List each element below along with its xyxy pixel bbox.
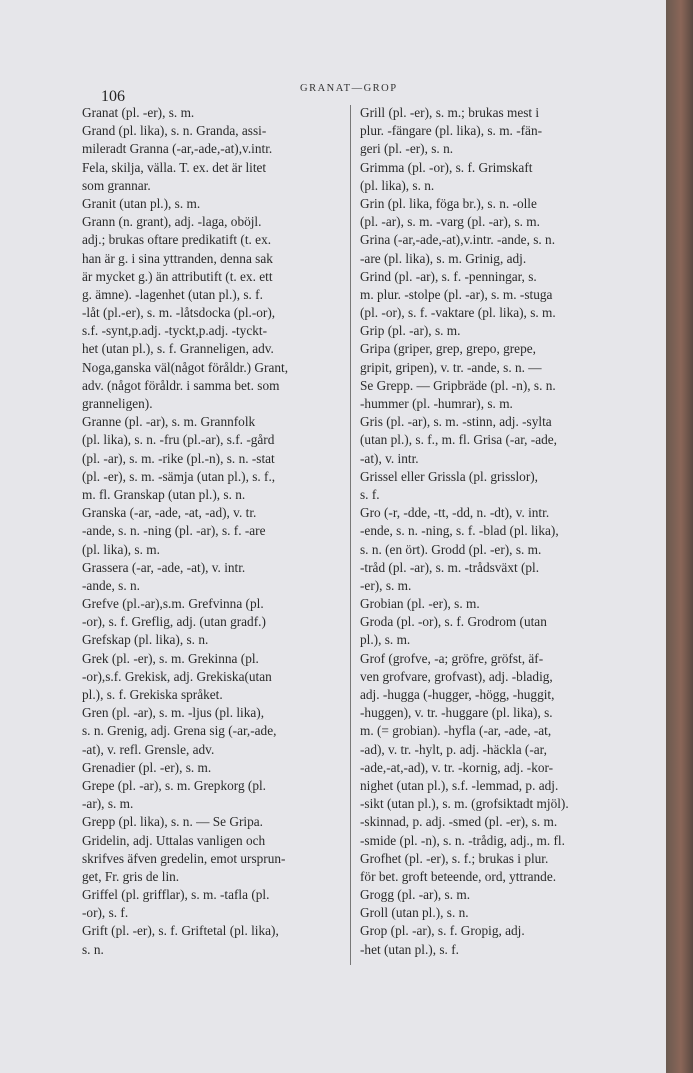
entry-line: s. n. Grenig, adj. Grena sig (-ar,-ade,	[82, 723, 277, 739]
entry-line: är mycket g.) än attributift (t. ex. ett	[82, 268, 273, 284]
entry-line: Grefskap (pl. lika), s. n.	[82, 632, 209, 648]
entry-line: granneligen).	[82, 396, 153, 411]
entry-line: för bet. groft beteende, ord, yttrande.	[360, 868, 557, 884]
entry-line: pl.), s. m.	[360, 632, 411, 648]
entry-line: (pl. lika), s. n. -fru (pl.-ar), s.f. -gård	[82, 432, 275, 448]
entry-line: Granne (pl. -ar), s. m. Grannfolk	[82, 414, 256, 430]
entry-line: som grannar.	[82, 177, 151, 193]
entry-line: -sikt (utan pl.), s. m. (grofsiktadt mjöl).	[360, 796, 569, 812]
entry-line: Gris (pl. -ar), s. m. -stinn, adj. -sylta	[360, 414, 552, 430]
entry-line: Grof (grofve, -a; gröfre, gröfst, äf-	[360, 650, 544, 666]
entry-line: adj.; brukas oftare predikatift (t. ex.	[82, 232, 272, 248]
entry-line: geri (pl. -er), s. n.	[360, 141, 454, 157]
entry-line: ven grofvare, grofvast), adj. -bladig,	[360, 668, 553, 684]
book-edge	[666, 0, 693, 1073]
entry-line: Granat (pl. -er), s. m.	[82, 105, 195, 120]
entry-line: (pl. -ar), s. m. -varg (pl. -ar), s. m.	[360, 214, 540, 230]
entry-line: -ande, s. n.	[82, 577, 140, 593]
entry-line: -ende, s. n. -ning, s. f. -blad (pl. lika),	[360, 523, 559, 539]
entry-line: (pl. lika), s. m.	[82, 541, 160, 557]
entry-line: -het (utan pl.), s. f.	[360, 941, 459, 957]
entry-line: mileradt Granna (-ar,-ade,-at),v.intr.	[82, 141, 273, 157]
entry-line: Groda (pl. -or), s. f. Grodrom (utan	[360, 614, 547, 630]
entry-line: Gripa (griper, grep, grepo, grepe,	[360, 341, 536, 357]
entry-line: Gren (pl. -ar), s. m. -ljus (pl. lika),	[82, 705, 265, 721]
entry-line: Grind (pl. -ar), s. f. -penningar, s.	[360, 268, 537, 284]
entry-line: -or),s.f. Grekisk, adj. Grekiska(utan	[82, 668, 272, 684]
entry-line: s. n. (en ört). Grodd (pl. -er), s. m.	[360, 541, 542, 557]
entry-line: han är g. i sina yttranden, denna sak	[82, 250, 273, 266]
entry-line: -skinnad, p. adj. -smed (pl. -er), s. m.	[360, 814, 558, 830]
entry-line: get, Fr. gris de lin.	[82, 868, 180, 884]
entry-line: (pl. -ar), s. m. -rike (pl.-n), s. n. -stat	[82, 450, 275, 466]
entry-line: adv. (något föråldr. i samma bet. som	[82, 377, 280, 393]
entry-line: (pl. lika), s. n.	[360, 177, 435, 193]
entry-line: Grimma (pl. -or), s. f. Grimskaft	[360, 159, 533, 175]
entry-line: (pl. -er), s. m. -sämja (utan pl.), s. f.,	[82, 468, 276, 484]
entry-line: Se Grepp. — Gripbräde (pl. -n), s. n.	[360, 377, 556, 393]
page-number: 106	[101, 88, 125, 105]
entry-line: m. (= grobian). -hyfla (-ar, -ade, -at,	[360, 723, 552, 739]
entry-line: -tråd (pl. -ar), s. m. -trådsväxt (pl.	[360, 559, 540, 575]
entry-line: Grenadier (pl. -er), s. m.	[82, 759, 212, 775]
entry-line: -at), v. intr.	[360, 450, 419, 466]
entry-line: het (utan pl.), s. f. Granneligen, adv.	[82, 341, 274, 357]
entry-line: -ar), s. m.	[82, 796, 134, 812]
entry-line: Grina (-ar,-ade,-at),v.intr. -ande, s. n.	[360, 232, 556, 248]
entry-line: -huggen), v. tr. -huggare (pl. lika), s.	[360, 705, 553, 721]
entry-line: -or), s. f.	[82, 905, 129, 921]
entry-line: (pl. -or), s. f. -vaktare (pl. lika), s. m.	[360, 305, 556, 321]
entry-line: Grassera (-ar, -ade, -at), v. intr.	[82, 559, 246, 575]
entry-line: m. plur. -stolpe (pl. -ar), s. m. -stuga	[360, 286, 553, 302]
entry-line: -hummer (pl. -humrar), s. m.	[360, 396, 513, 411]
entry-line: Grand (pl. lika), s. n. Granda, assi-	[82, 123, 267, 139]
right-column	[360, 104, 638, 959]
entry-line: -are (pl. lika), s. m. Grinig, adj.	[360, 250, 527, 266]
entry-line: -smide (pl. -n), s. n. -trådig, adj., m. fl.	[360, 832, 565, 848]
entry-line: Groll (utan pl.), s. n.	[360, 905, 469, 921]
entry-line: Gridelin, adj. Uttalas vanligen och	[82, 832, 266, 848]
entry-line: Granska (-ar, -ade, -at, -ad), v. tr.	[82, 505, 257, 521]
entry-line: s.f. -synt,p.adj. -tyckt,p.adj. -tyckt-	[82, 323, 268, 339]
entry-line: pl.), s. f. Grekiska språket.	[82, 687, 223, 702]
entry-line: Fela, skilja, välla. T. ex. det är litet	[82, 159, 267, 175]
entry-line: Gro (-r, -dde, -tt, -dd, n. -dt), v. intr.	[360, 505, 550, 521]
entry-line: gripit, gripen), v. tr. -ande, s. n. —	[360, 359, 542, 375]
entry-line: -ade,-at,-ad), v. tr. -kornig, adj. -kor-	[360, 759, 554, 775]
entry-line: Noga,ganska väl(något föråldr.) Grant,	[82, 359, 289, 375]
entry-line: Grepe (pl. -ar), s. m. Grepkorg (pl.	[82, 777, 267, 793]
entry-line: -ande, s. n. -ning (pl. -ar), s. f. -are	[82, 523, 266, 539]
entry-line: Grann (n. grant), adj. -laga, oböjl.	[82, 214, 262, 230]
entry-line: m. fl. Granskap (utan pl.), s. n.	[82, 486, 246, 502]
entry-line: s. f.	[360, 486, 380, 502]
entry-line: Grefve (pl.-ar),s.m. Grefvinna (pl.	[82, 596, 264, 612]
entry-line: Granit (utan pl.), s. m.	[82, 195, 201, 211]
entry-line: skrifves äfven gredelin, emot ursprun-	[82, 850, 286, 866]
entry-line: Grift (pl. -er), s. f. Griftetal (pl. lika),	[82, 923, 279, 939]
entry-line: Grissel eller Grissla (pl. grisslor),	[360, 468, 538, 484]
entry-line: Grip (pl. -ar), s. m.	[360, 323, 461, 339]
column-divider	[350, 105, 351, 965]
entry-line: (utan pl.), s. f., m. fl. Grisa (-ar, -ade,	[360, 432, 558, 448]
entry-line: Grobian (pl. -er), s. m.	[360, 596, 480, 612]
entry-line: -låt (pl.-er), s. m. -låtsdocka (pl.-or),	[82, 305, 276, 321]
entry-line: nighet (utan pl.), s.f. -lemmad, p. adj.	[360, 777, 559, 793]
entry-line: -er), s. m.	[360, 577, 412, 593]
left-column	[82, 104, 344, 959]
entry-line: Grogg (pl. -ar), s. m.	[360, 887, 471, 903]
entry-line: Grofhet (pl. -er), s. f.; brukas i plur.	[360, 850, 549, 866]
entry-line: -or), s. f. Greflig, adj. (utan gradf.)	[82, 614, 266, 630]
entry-line: Griffel (pl. grifflar), s. m. -tafla (pl.	[82, 887, 270, 903]
entry-line: plur. -fängare (pl. lika), s. m. -fän-	[360, 123, 543, 139]
entry-line: Grill (pl. -er), s. m.; brukas mest i	[360, 105, 540, 120]
running-head: GRANAT—GROP	[300, 83, 398, 94]
entry-line: Grek (pl. -er), s. m. Grekinna (pl.	[82, 650, 259, 666]
entry-line: Grin (pl. lika, föga br.), s. n. -olle	[360, 195, 537, 211]
entry-line: g. ämne). -lagenhet (utan pl.), s. f.	[82, 286, 263, 302]
entry-line: Grop (pl. -ar), s. f. Gropig, adj.	[360, 923, 525, 939]
entry-line: -ad), v. tr. -hylt, p. adj. -häckla (-ar,	[360, 741, 547, 757]
entry-line: Grepp (pl. lika), s. n. — Se Gripa.	[82, 814, 263, 830]
entry-line: -at), v. refl. Grensle, adv.	[82, 741, 215, 757]
entry-line: adj. -hugga (-hugger, -högg, -huggit,	[360, 687, 555, 702]
entry-line: s. n.	[82, 941, 104, 957]
